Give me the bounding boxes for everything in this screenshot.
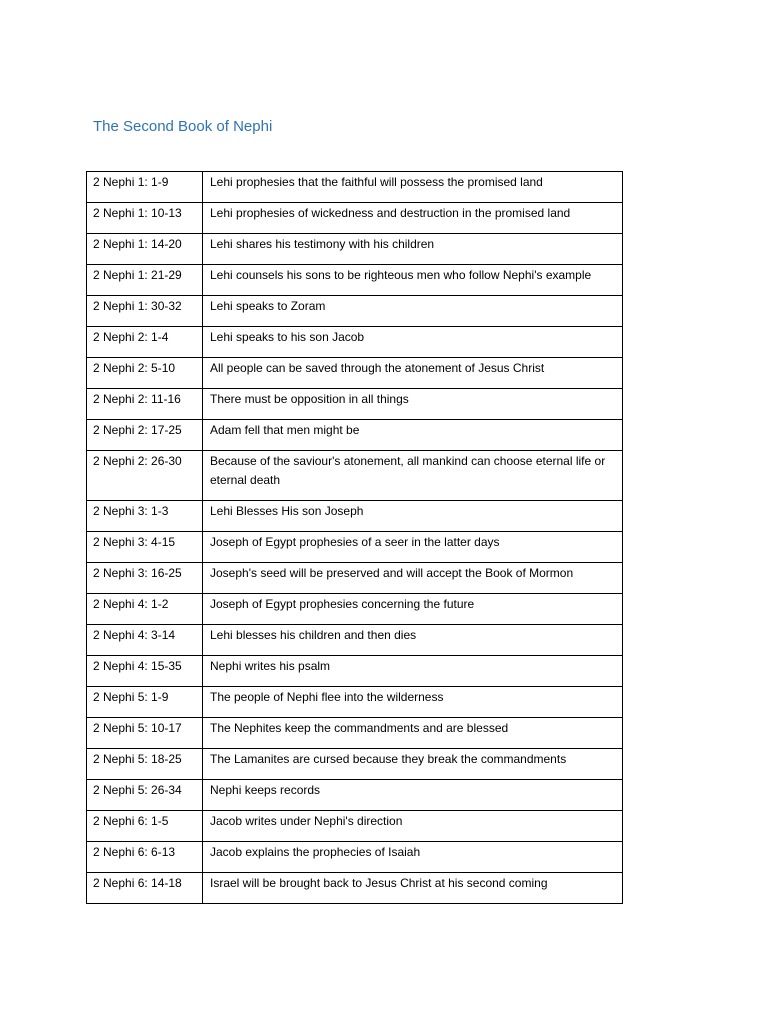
table-row xyxy=(87,749,623,780)
table-row xyxy=(87,687,623,718)
summary-cell: Joseph of Egypt prophesies concerning the future xyxy=(203,594,623,625)
table-row xyxy=(87,296,623,327)
summary-cell: Lehi prophesies of wickedness and destruction in the promised land xyxy=(203,203,623,234)
table-body xyxy=(87,172,623,904)
summary-cell: Lehi prophesies that the faithful will possess the promised land xyxy=(203,172,623,203)
summary-cell: Nephi keeps records xyxy=(203,780,623,811)
summary-cell: Israel will be brought back to Jesus Christ at his second coming xyxy=(203,873,623,904)
reference-cell: 2 Nephi 5: 10-17 xyxy=(87,718,203,749)
summary-cell: Jacob explains the prophecies of Isaiah xyxy=(203,842,623,873)
table-row xyxy=(87,563,623,594)
reference-cell: 2 Nephi 6: 1-5 xyxy=(87,811,203,842)
table-row xyxy=(87,265,623,296)
table-row xyxy=(87,327,623,358)
summary-cell: Lehi speaks to Zoram xyxy=(203,296,623,327)
reference-cell: 2 Nephi 4: 3-14 xyxy=(87,625,203,656)
summary-cell: Adam fell that men might be xyxy=(203,420,623,451)
summary-cell: Lehi counsels his sons to be righteous men who follow Nephi's example xyxy=(203,265,623,296)
summary-cell: The people of Nephi flee into the wilderness xyxy=(203,687,623,718)
table-row xyxy=(87,594,623,625)
summary-cell: Joseph of Egypt prophesies of a seer in the latter days xyxy=(203,532,623,563)
table-row xyxy=(87,718,623,749)
reference-cell: 2 Nephi 1: 21-29 xyxy=(87,265,203,296)
reference-cell: 2 Nephi 3: 1-3 xyxy=(87,501,203,532)
summary-cell: Because of the saviour's atonement, all mankind can choose eternal life or eternal death xyxy=(203,451,623,501)
summary-cell: Lehi Blesses His son Joseph xyxy=(203,501,623,532)
reference-cell: 2 Nephi 4: 15-35 xyxy=(87,656,203,687)
reference-cell: 2 Nephi 6: 6-13 xyxy=(87,842,203,873)
summary-cell: The Nephites keep the commandments and are blessed xyxy=(203,718,623,749)
summary-cell: Lehi blesses his children and then dies xyxy=(203,625,623,656)
reference-cell: 2 Nephi 5: 1-9 xyxy=(87,687,203,718)
reference-cell: 2 Nephi 5: 26-34 xyxy=(87,780,203,811)
reference-cell: 2 Nephi 2: 26-30 xyxy=(87,451,203,501)
table-row xyxy=(87,811,623,842)
summary-cell: The Lamanites are cursed because they break the commandments xyxy=(203,749,623,780)
reference-cell: 2 Nephi 2: 1-4 xyxy=(87,327,203,358)
reference-cell: 2 Nephi 2: 11-16 xyxy=(87,389,203,420)
summary-cell: Nephi writes his psalm xyxy=(203,656,623,687)
table-row xyxy=(87,203,623,234)
scripture-reference-table xyxy=(86,171,623,904)
table-row xyxy=(87,842,623,873)
summary-cell: Jacob writes under Nephi's direction xyxy=(203,811,623,842)
reference-cell: 2 Nephi 1: 10-13 xyxy=(87,203,203,234)
table-row xyxy=(87,625,623,656)
reference-cell: 2 Nephi 6: 14-18 xyxy=(87,873,203,904)
reference-cell: 2 Nephi 5: 18-25 xyxy=(87,749,203,780)
document-title: The Second Book of Nephi xyxy=(93,118,273,135)
summary-cell: There must be opposition in all things xyxy=(203,389,623,420)
reference-cell: 2 Nephi 1: 30-32 xyxy=(87,296,203,327)
table-row xyxy=(87,780,623,811)
reference-cell: 2 Nephi 4: 1-2 xyxy=(87,594,203,625)
table-row xyxy=(87,358,623,389)
reference-cell: 2 Nephi 1: 14-20 xyxy=(87,234,203,265)
summary-cell: All people can be saved through the atonement of Jesus Christ xyxy=(203,358,623,389)
reference-cell: 2 Nephi 2: 17-25 xyxy=(87,420,203,451)
reference-cell: 2 Nephi 3: 16-25 xyxy=(87,563,203,594)
summary-cell: Lehi shares his testimony with his children xyxy=(203,234,623,265)
summary-cell: Joseph's seed will be preserved and will accept the Book of Mormon xyxy=(203,563,623,594)
reference-cell: 2 Nephi 3: 4-15 xyxy=(87,532,203,563)
table-row xyxy=(87,656,623,687)
table-row xyxy=(87,234,623,265)
reference-cell: 2 Nephi 1: 1-9 xyxy=(87,172,203,203)
table-row xyxy=(87,420,623,451)
table-row xyxy=(87,501,623,532)
table-row xyxy=(87,451,623,501)
table-row xyxy=(87,873,623,904)
summary-cell: Lehi speaks to his son Jacob xyxy=(203,327,623,358)
table-row xyxy=(87,532,623,563)
table-row xyxy=(87,389,623,420)
table-row xyxy=(87,172,623,203)
reference-cell: 2 Nephi 2: 5-10 xyxy=(87,358,203,389)
